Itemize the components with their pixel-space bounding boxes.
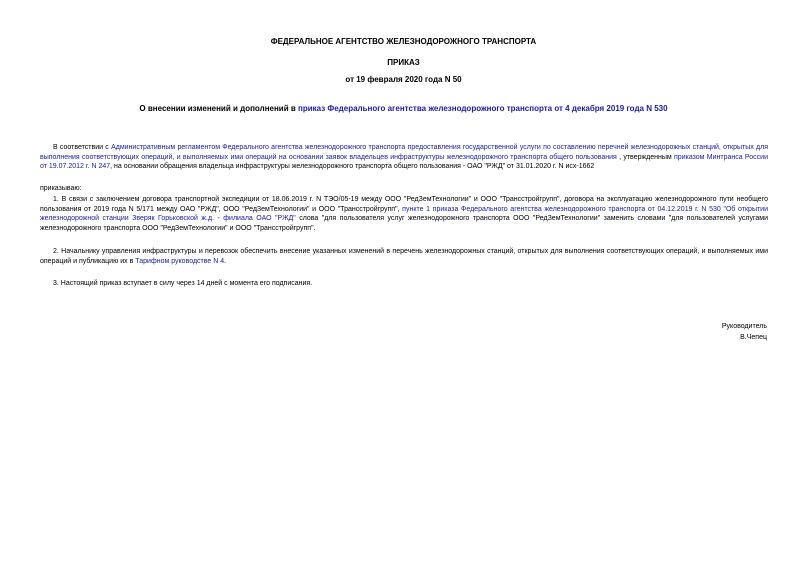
document-title bbox=[0, 104, 807, 114]
document-date: от 19 февраля 2020 года N 50 bbox=[345, 75, 462, 84]
item1-text-2: слова "для пользователя услуг железнодорожного транспорта ООО "РедЗемТехнологии" заменить словами "для пользователей услугами железнодорожного транспорта ООО "РедЗемТехнологии" и ООО "Трансстройгрупп". bbox=[40, 215, 768, 232]
item2-text-1: 2. Начальнику управления инфраструктуры и перевозок обеспечить внесение указанных изменений в перечень железнодорожных станций, открытых для выполнения соответствующих операций, и выполняемых ими операций и публикацию их в bbox=[40, 248, 768, 265]
order-530-link[interactable]: пункте 1 приказа Федерального агентства железнодорожного транспорта от 04.12.2019 г. N 530 "Об открытии железнодорожной станции Зверяк Горьковской ж.д. - филиала ОАО "РЖД" bbox=[40, 205, 769, 222]
preamble-text-1: В соответствии с bbox=[53, 144, 112, 151]
paragraph-item-3: 3. Настоящий приказ вступает в силу через 14 дней с момента его подписания. bbox=[53, 280, 313, 287]
signature-block bbox=[722, 321, 767, 343]
tariff-guide-link[interactable]: Тарифном руководстве N 4 bbox=[135, 257, 225, 265]
title-link[interactable]: приказ Федерального агентства железнодорожного транспорта от 4 декабря 2019 года N 530 bbox=[298, 104, 668, 113]
preamble-text-2: , утвержденным bbox=[616, 153, 675, 161]
mintrans-order-link[interactable]: приказом Минтранса России от 19.07.2012 г. N 247 bbox=[40, 153, 768, 170]
paragraph-item-2 bbox=[40, 247, 768, 266]
title-prefix: О внесении изменений и дополнений в bbox=[139, 104, 299, 113]
document-type: ПРИКАЗ bbox=[387, 58, 420, 67]
paragraph-order-word: приказываю: bbox=[40, 185, 82, 192]
paragraph-item-1 bbox=[40, 195, 768, 233]
agency-name: ФЕДЕРАЛЬНОЕ АГЕНТСТВО ЖЕЛЕЗНОДОРОЖНОГО ТРАНСПОРТА bbox=[270, 37, 537, 46]
signer-role: Руководитель bbox=[721, 323, 767, 330]
item2-text-2: . bbox=[224, 257, 227, 265]
preamble-text-3: , на основании обращения владельца инфраструктуры железнодорожного транспорта общего пользования - ОАО "РЖД" от 31.01.2020 г. N исх-1662 bbox=[110, 163, 595, 170]
signer-name: В.Чепец bbox=[740, 334, 767, 341]
paragraph-preamble bbox=[40, 143, 768, 172]
item1-text-1: 1. В связи с заключением договора транспортной экспедиции от 18.06.2019 г. N ТЭО/05-19 между ООО "РедЗемТехнологии" и ООО "Трансстройгрупп", договора на эксплуатацию железнодорожного пути необщего пользования от 2019 года N 5/171 между ОАО "РЖД", ООО "РедЗемТехнологии" и ООО "Трансстройгрупп", bbox=[40, 196, 768, 213]
regulation-link[interactable]: Административным регламентом Федерального агентства железнодорожного транспорта предоставления государственной услуги по составлению перечней железнодорожных станций, открытых для выполнения соответствующих операций, и выполняемых ими операций на основании заявок владельцев инфраструктуры железнодорожного транспорта общего пользования bbox=[40, 144, 769, 161]
